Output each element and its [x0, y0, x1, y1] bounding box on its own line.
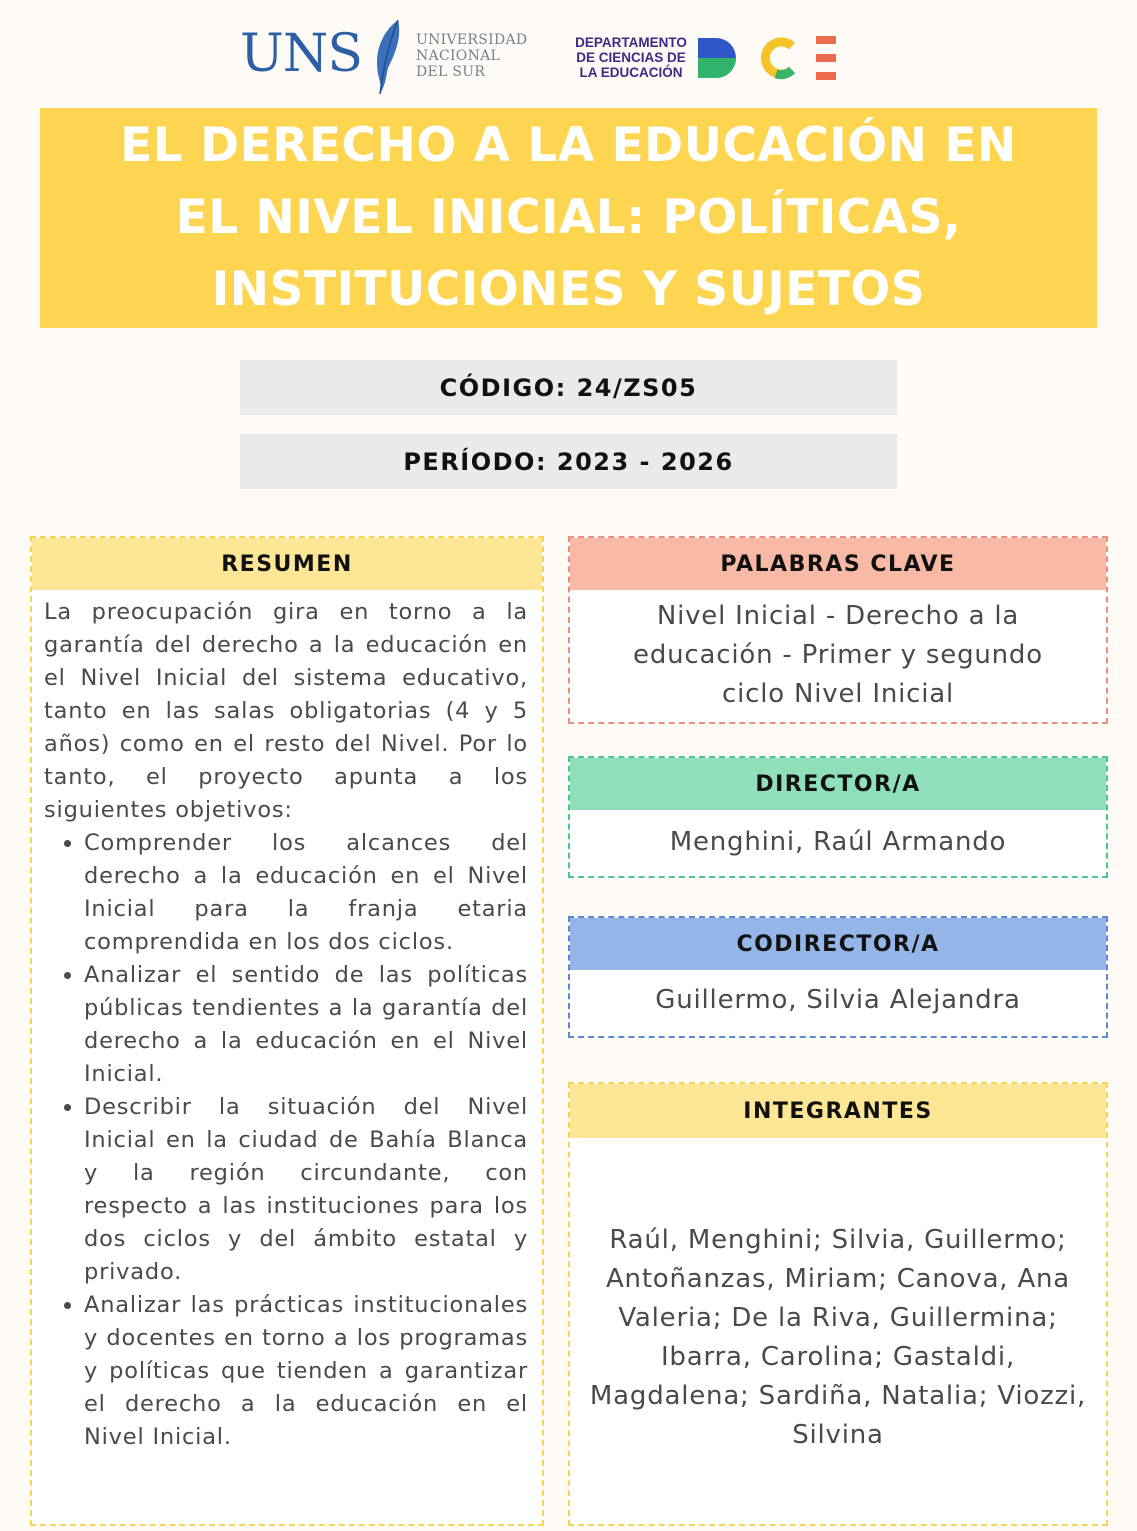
director-name: Menghini, Raúl Armando [669, 826, 1007, 857]
dce-marks-icon [696, 32, 846, 84]
dce-text-line: DE CIENCIAS DE [576, 50, 686, 65]
uns-letters: UNS [240, 24, 362, 84]
uns-name-line: DEL SUR [416, 64, 486, 80]
palabras-clave-heading: PALABRAS CLAVE [570, 538, 1106, 590]
list-item: • Comprender los alcances del derecho a la educación en el Nivel Inicial para la franja etaria comprendida en los dos ciclos. [84, 827, 528, 959]
uns-name [416, 32, 527, 80]
uns-name-line: NACIONAL [416, 48, 501, 64]
resumen-panel [30, 536, 544, 1526]
palabras-clave-text: Nivel Inicial - Derecho a la educación - Primer y segundo ciclo Nivel Inicial [633, 600, 1043, 709]
director-heading: DIRECTOR/A [570, 758, 1106, 810]
title-banner [40, 108, 1097, 328]
resumen-intro: La preocupación gira en torno a la garantía del derecho a la educación en el Nivel Inicial del sistema educativo, tanto en las salas obligatorias (4 y 5 años) como en el resto del Nivel. Por lo tanto, el proyecto apunta a los siguientes objetivos: [44, 599, 528, 823]
codirector-name: Guillermo, Silvia Alejandra [655, 984, 1021, 1015]
codirector-panel [568, 916, 1108, 1038]
objectives-list [44, 827, 528, 1454]
integrantes-list: Raúl, Menghini; Silvia, Guillermo; Antoñanzas, Miriam; Canova, Ana Valeria; De la Riva, Guillermina; Ibarra, Carolina; Gastaldi, Magdalena; Sardiña, Natalia; Viozzi, Silvina [589, 1225, 1087, 1450]
palabras-clave-panel [568, 536, 1108, 724]
feather-icon [368, 18, 408, 96]
dce-text [570, 35, 692, 80]
dce-text-line: DEPARTAMENTO [575, 35, 687, 50]
integrantes-heading: INTEGRANTES [570, 1084, 1106, 1138]
uns-logo [240, 18, 530, 94]
dce-logo [570, 30, 850, 86]
uns-name-line: UNIVERSIDAD [416, 32, 528, 48]
resumen-heading: RESUMEN [32, 538, 542, 590]
dce-text-line: LA EDUCACIÓN [579, 65, 683, 80]
page-title: EL DERECHO A LA EDUCACIÓN EN EL NIVEL INICIAL: POLÍTICAS, INSTITUCIONES Y SUJETOS [120, 118, 1017, 317]
list-item: • Describir la situación del Nivel Inicial en la ciudad de Bahía Blanca y la región circundante, con respecto a las instituciones para los dos ciclos y del ámbito estatal y privado. [84, 1091, 528, 1289]
list-item: • Analizar las prácticas institucionales y docentes en torno a los programas y políticas que tienden a garantizar el derecho a la educación en el Nivel Inicial. [84, 1289, 528, 1454]
resumen-body [32, 590, 542, 1454]
director-panel [568, 756, 1108, 878]
integrantes-panel [568, 1082, 1108, 1526]
codirector-heading: CODIRECTOR/A [570, 918, 1106, 970]
project-code: CÓDIGO: 24/ZS05 [240, 360, 897, 415]
list-item: • Analizar el sentido de las políticas públicas tendientes a la garantía del derecho a la educación en el Nivel Inicial. [84, 959, 528, 1091]
project-period: PERÍODO: 2023 - 2026 [240, 434, 897, 489]
